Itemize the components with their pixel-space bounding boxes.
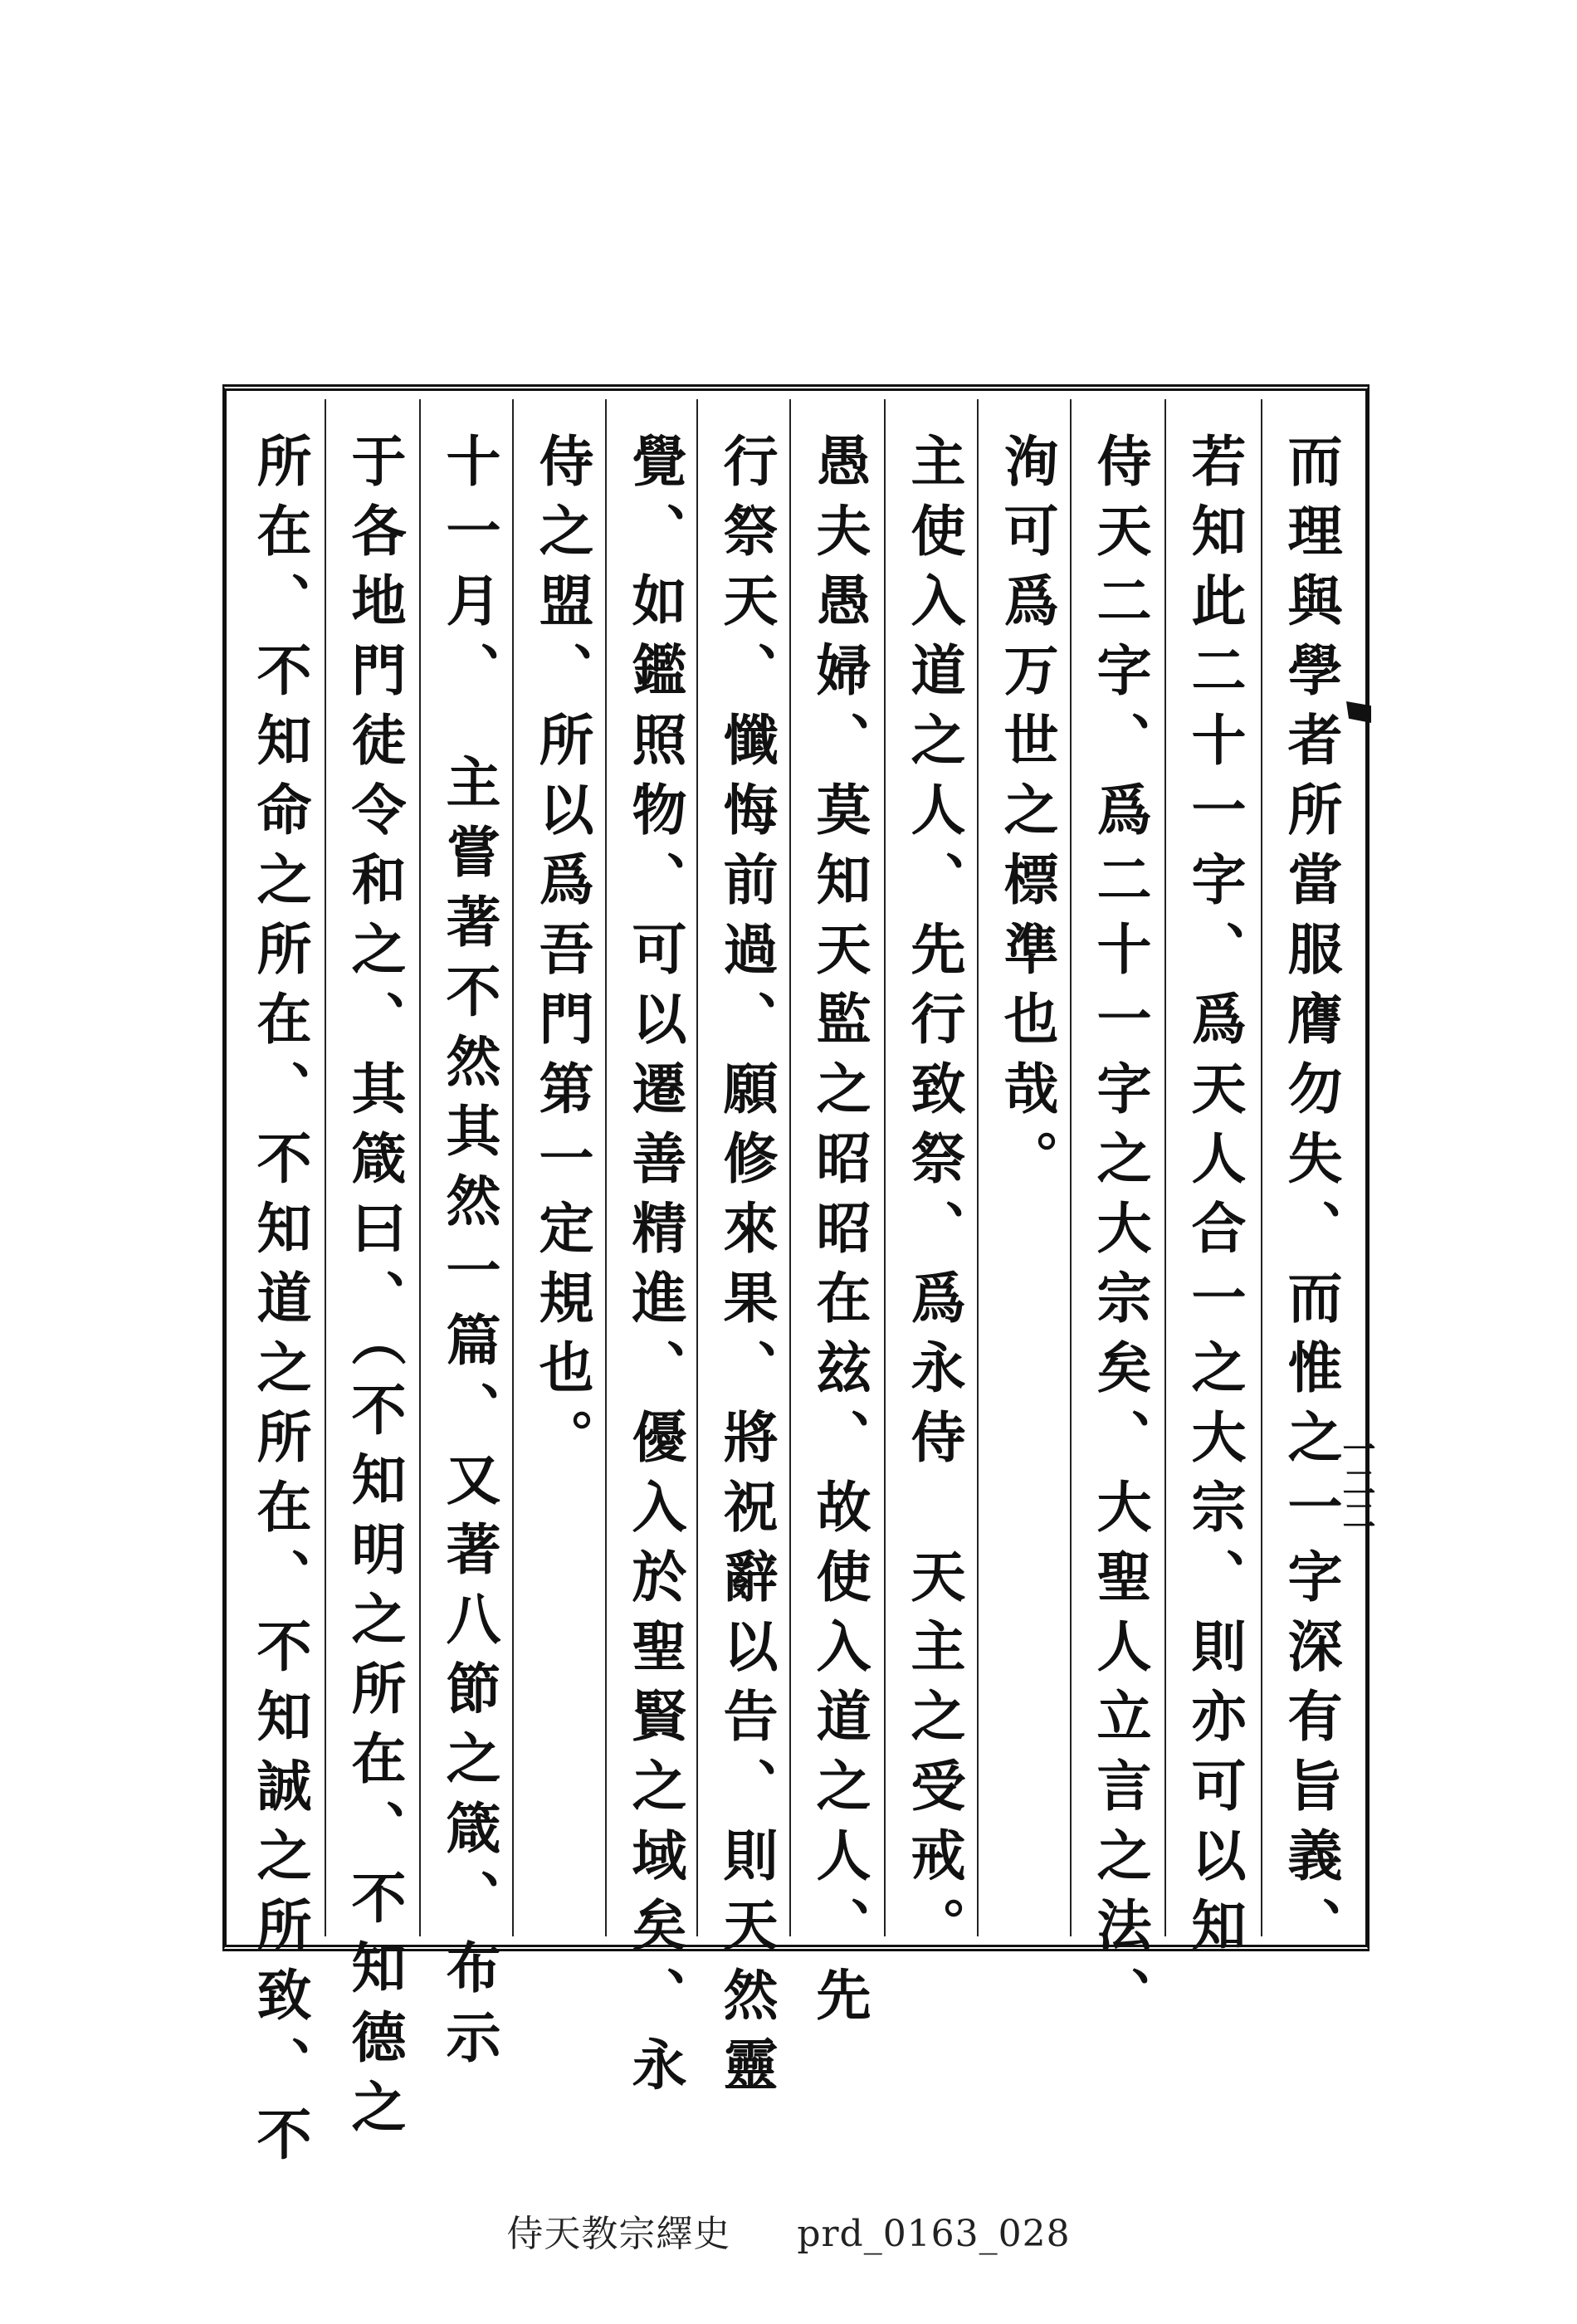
page-number: [1338, 1432, 1374, 1531]
column-text: 于各地門徒令和之、其箴曰、（不知明之所在、不知德之: [342, 432, 407, 2148]
column-text: 愚夫愚婦、莫知天監之昭昭在玆、故使入道之人、先: [807, 432, 872, 2036]
text-column-4: [985, 432, 1068, 1935]
column-rule: [789, 399, 791, 1936]
column-text: 十一月、 主嘗著不然其然一篇、又著八節之箴、布示: [437, 432, 501, 2078]
column-rule: [884, 399, 886, 1936]
page-number-text: 一二二: [1337, 1432, 1376, 1531]
footer: [0, 2204, 1577, 2257]
column-text: 侍之盟、所以爲吾門第一定規也。: [530, 432, 594, 1478]
column-rule: [325, 399, 326, 1936]
column-text: 而理與學者所當服膺勿失、而惟之一字深有旨義、: [1278, 432, 1343, 1966]
column-text: 若知此二十一字、爲天人合一之大宗、則亦可以知: [1182, 432, 1247, 1966]
text-column-7: [705, 432, 788, 2106]
column-rule: [419, 399, 421, 1936]
text-column-1: [1269, 432, 1352, 1966]
column-rule: [1261, 399, 1262, 1936]
column-text: 侍天二字、爲二十一字之大宗矣、大聖人立言之法、: [1087, 432, 1152, 2036]
column-text: 所在、不知命之所在、不知道之所在、不知誠之所致、不: [247, 432, 312, 2175]
column-rule: [1070, 399, 1072, 1936]
text-column-12: [238, 432, 321, 2175]
column-rule: [1164, 399, 1166, 1936]
column-rule: [512, 399, 514, 1936]
column-rule: [696, 399, 698, 1936]
footer-title: 侍天教宗繹史: [506, 2213, 731, 2255]
column-rule: [977, 399, 979, 1936]
text-column-3: [1078, 432, 1161, 2036]
column-text: 覺、如鑑照物、可以遷善精進、優入於聖賢之域矣、永: [622, 432, 687, 2106]
column-text: 主使入道之人、先行致祭、爲永侍 天主之受戒。: [901, 432, 966, 1966]
text-column-10: [427, 432, 510, 2078]
footer-code: prd_0163_028: [797, 2213, 1071, 2255]
text-column-8: [613, 432, 696, 2106]
text-column-11: [333, 432, 416, 2148]
column-text: 洵可爲万世之標準也哉。: [994, 432, 1059, 1199]
text-column-9: [520, 432, 603, 1935]
text-column-6: [798, 432, 881, 2036]
text-column-2: [1173, 432, 1256, 1966]
column-rule: [605, 399, 607, 1936]
text-frame: [222, 384, 1370, 2175]
text-column-5: [892, 432, 975, 1966]
column-text: 行祭天、懺悔前過、願修來果、將祝辭以告、則天然靈: [714, 432, 779, 2106]
